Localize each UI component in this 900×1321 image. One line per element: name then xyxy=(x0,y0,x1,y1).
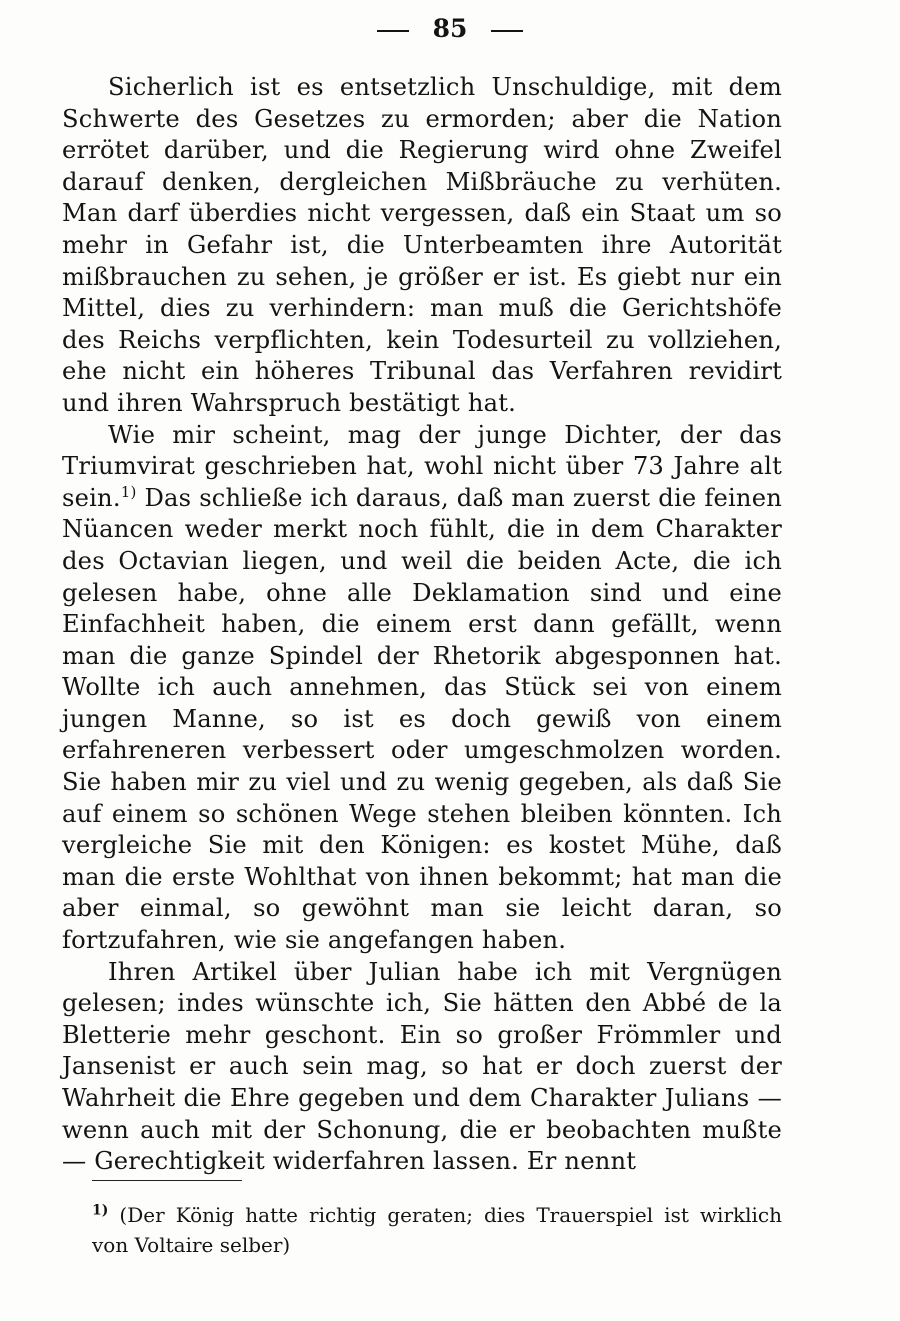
paragraph-2 xyxy=(62,420,782,957)
page-header xyxy=(0,14,900,43)
footnote xyxy=(92,1200,782,1260)
footnote-text: (Der König hatte richtig geraten; dies Trauerspiel ist wirklich von Voltaire selber) xyxy=(92,1203,782,1257)
header-dash-left xyxy=(377,30,409,32)
header-dash-right xyxy=(491,30,523,32)
page-number: 85 xyxy=(432,14,468,43)
footnote-divider xyxy=(92,1180,242,1181)
main-text xyxy=(62,72,782,1178)
paragraph-1: Sicherlich ist es entsetzlich Unschuldige, mit dem Schwerte des Gesetzes zu ermorden; aber die Nation errötet darüber, und die Regierung wird ohne Zweifel darauf denken, dergleichen Mißbräuche zu verhüten. Man darf überdies nicht vergessen, daß ein Staat um so mehr in Gefahr ist, die Unterbeamten ihre Autorität mißbrauchen zu sehen, je größer er ist. Es giebt nur ein Mittel, dies zu verhindern: man muß die Gerichtshöfe des Reichs verpflichten, kein Todesurteil zu vollziehen, ehe nicht ein höheres Tribunal das Verfahren revidirt und ihren Wahrspruch bestätigt hat. xyxy=(62,73,782,417)
paragraph-3: Ihren Artikel über Julian habe ich mit Vergnügen gelesen; indes wünschte ich, Sie hätten den Abbé de la Bletterie mehr geschont. Ein so großer Frömmler und Jansenist er auch sein mag, so hat er doch zuerst der Wahrheit die Ehre gegeben und dem Charakter Julians — wenn auch mit der Schonung, die er beobachten mußte — Gerechtigkeit widerfahren lassen. Er nennt xyxy=(62,957,782,1176)
paragraph-2-rest: Das schließe ich daraus, daß man zuerst die feinen Nüancen weder merkt noch fühlt, die in dem Charakter des Octavian liegen, und weil die beiden Acte, die ich gelesen habe, ohne alle Deklamation sind und eine Einfachheit haben, die einem erst dann gefällt, wenn man die ganze Spindel der Rhetorik abgesponnen hat. Wollte ich auch annehmen, das Stück sei von einem jungen Manne, so ist es doch gewiß von einem erfahreneren verbessert oder umgeschmolzen worden. Sie haben mir zu viel und zu wenig gegeben, als daß Sie auf einem so schönen Wege stehen bleiben könnten. Ich vergleiche Sie mit den Königen: es kostet Mühe, daß man die erste Wohlthat von ihnen bekommt; hat man die aber einmal, so gewöhnt man sie leicht daran, so fortzufahren, wie sie angefangen haben. xyxy=(62,483,782,955)
paragraph-2-start: Wie mir scheint, mag der junge Dichter, der das Triumvirat geschrieben hat, wohl nicht über 73 Jahre alt sein. xyxy=(62,420,782,512)
footnote-reference: 1) xyxy=(120,482,137,501)
footnote-mark: 1) xyxy=(92,1202,109,1219)
